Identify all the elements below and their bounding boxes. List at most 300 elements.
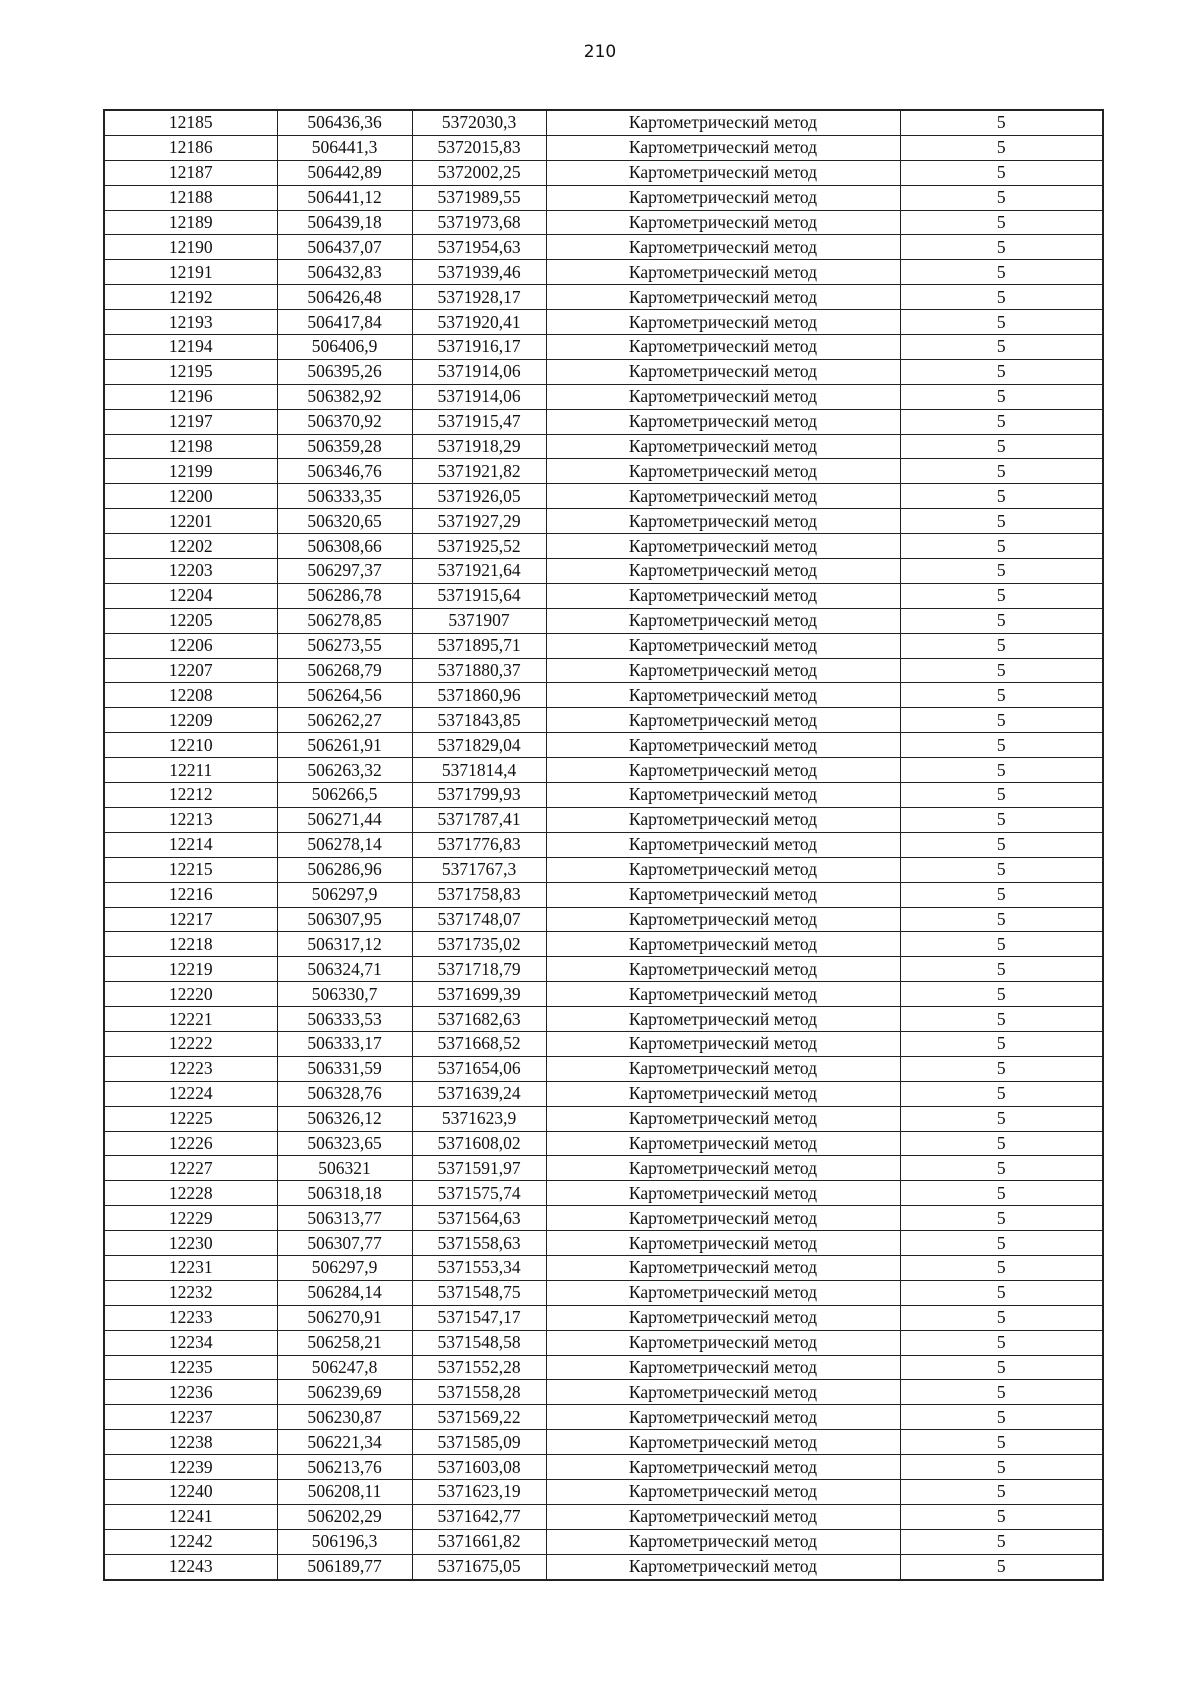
x-coordinate-cell: 506441,3 — [277, 135, 412, 160]
table-row — [104, 1405, 1103, 1430]
x-coordinate-cell: 506313,77 — [277, 1206, 412, 1231]
accuracy-cell: 5 — [900, 459, 1103, 484]
x-coordinate-cell: 506437,07 — [277, 235, 412, 260]
y-coordinate-cell: 5371954,63 — [412, 235, 546, 260]
x-coordinate-cell: 506395,26 — [277, 359, 412, 384]
y-coordinate-cell: 5371928,17 — [412, 285, 546, 310]
accuracy-cell: 5 — [900, 310, 1103, 335]
accuracy-cell: 5 — [900, 857, 1103, 882]
x-coordinate-cell: 506273,55 — [277, 633, 412, 658]
accuracy-cell: 5 — [900, 1231, 1103, 1256]
point-number-cell: 12239 — [104, 1455, 277, 1480]
method-cell: Картометрический метод — [546, 683, 900, 708]
accuracy-cell: 5 — [900, 235, 1103, 260]
y-coordinate-cell: 5371776,83 — [412, 832, 546, 857]
y-coordinate-cell: 5371575,74 — [412, 1181, 546, 1206]
y-coordinate-cell: 5372015,83 — [412, 135, 546, 160]
x-coordinate-cell: 506213,76 — [277, 1455, 412, 1480]
point-number-cell: 12196 — [104, 384, 277, 409]
accuracy-cell: 5 — [900, 683, 1103, 708]
table-row — [104, 1131, 1103, 1156]
page-number: 210 — [583, 42, 617, 62]
method-cell: Картометрический метод — [546, 1181, 900, 1206]
table-row — [104, 1231, 1103, 1256]
table-row — [104, 882, 1103, 907]
table-row — [104, 260, 1103, 285]
y-coordinate-cell: 5371799,93 — [412, 783, 546, 808]
x-coordinate-cell: 506307,95 — [277, 907, 412, 932]
x-coordinate-cell: 506317,12 — [277, 932, 412, 957]
table-row — [104, 1156, 1103, 1181]
x-coordinate-cell: 506406,9 — [277, 335, 412, 360]
point-number-cell: 12221 — [104, 1007, 277, 1032]
y-coordinate-cell: 5371880,37 — [412, 658, 546, 683]
point-number-cell: 12200 — [104, 484, 277, 509]
x-coordinate-cell: 506189,77 — [277, 1554, 412, 1579]
x-coordinate-cell: 506331,59 — [277, 1056, 412, 1081]
x-coordinate-cell: 506278,85 — [277, 608, 412, 633]
method-cell: Картометрический метод — [546, 484, 900, 509]
point-number-cell: 12198 — [104, 434, 277, 459]
point-number-cell: 12199 — [104, 459, 277, 484]
y-coordinate-cell: 5371558,28 — [412, 1380, 546, 1405]
point-number-cell: 12193 — [104, 310, 277, 335]
y-coordinate-cell: 5371682,63 — [412, 1007, 546, 1032]
table-row — [104, 807, 1103, 832]
y-coordinate-cell: 5371758,83 — [412, 882, 546, 907]
x-coordinate-cell: 506297,9 — [277, 882, 412, 907]
method-cell: Картометрический метод — [546, 1554, 900, 1579]
table-row — [104, 1031, 1103, 1056]
method-cell: Картометрический метод — [546, 982, 900, 1007]
x-coordinate-cell: 506328,76 — [277, 1081, 412, 1106]
y-coordinate-cell: 5371661,82 — [412, 1529, 546, 1554]
table-row — [104, 1206, 1103, 1231]
point-number-cell: 12197 — [104, 409, 277, 434]
method-cell: Картометрический метод — [546, 1231, 900, 1256]
x-coordinate-cell: 506441,12 — [277, 185, 412, 210]
x-coordinate-cell: 506271,44 — [277, 807, 412, 832]
x-coordinate-cell: 506320,65 — [277, 509, 412, 534]
accuracy-cell: 5 — [900, 1330, 1103, 1355]
method-cell: Картометрический метод — [546, 1081, 900, 1106]
y-coordinate-cell: 5371895,71 — [412, 633, 546, 658]
accuracy-cell: 5 — [900, 509, 1103, 534]
table-row — [104, 1330, 1103, 1355]
method-cell: Картометрический метод — [546, 1031, 900, 1056]
table-row — [104, 409, 1103, 434]
x-coordinate-cell: 506333,53 — [277, 1007, 412, 1032]
point-number-cell: 12237 — [104, 1405, 277, 1430]
accuracy-cell: 5 — [900, 1031, 1103, 1056]
accuracy-cell: 5 — [900, 1206, 1103, 1231]
method-cell: Картометрический метод — [546, 185, 900, 210]
accuracy-cell: 5 — [900, 907, 1103, 932]
table-row — [104, 384, 1103, 409]
accuracy-cell: 5 — [900, 384, 1103, 409]
method-cell: Картометрический метод — [546, 459, 900, 484]
y-coordinate-cell: 5371558,63 — [412, 1231, 546, 1256]
accuracy-cell: 5 — [900, 135, 1103, 160]
x-coordinate-cell: 506330,7 — [277, 982, 412, 1007]
table-row — [104, 310, 1103, 335]
table-row — [104, 1529, 1103, 1554]
point-number-cell: 12215 — [104, 857, 277, 882]
table-row — [104, 1504, 1103, 1529]
table-row — [104, 1007, 1103, 1032]
accuracy-cell: 5 — [900, 1081, 1103, 1106]
point-number-cell: 12227 — [104, 1156, 277, 1181]
method-cell: Картометрический метод — [546, 708, 900, 733]
table-row — [104, 1479, 1103, 1504]
accuracy-cell: 5 — [900, 434, 1103, 459]
y-coordinate-cell: 5371939,46 — [412, 260, 546, 285]
method-cell: Картометрический метод — [546, 1305, 900, 1330]
method-cell: Картометрический метод — [546, 1056, 900, 1081]
table-row — [104, 982, 1103, 1007]
accuracy-cell: 5 — [900, 1554, 1103, 1579]
method-cell: Картометрический метод — [546, 359, 900, 384]
x-coordinate-cell: 506370,92 — [277, 409, 412, 434]
point-number-cell: 12187 — [104, 160, 277, 185]
table-row — [104, 1380, 1103, 1405]
point-number-cell: 12231 — [104, 1255, 277, 1280]
point-number-cell: 12209 — [104, 708, 277, 733]
x-coordinate-cell: 506436,36 — [277, 110, 412, 135]
table-row — [104, 1081, 1103, 1106]
point-number-cell: 12240 — [104, 1479, 277, 1504]
x-coordinate-cell: 506326,12 — [277, 1106, 412, 1131]
x-coordinate-cell: 506417,84 — [277, 310, 412, 335]
method-cell: Картометрический метод — [546, 260, 900, 285]
accuracy-cell: 5 — [900, 1529, 1103, 1554]
method-cell: Картометрический метод — [546, 210, 900, 235]
x-coordinate-cell: 506297,37 — [277, 559, 412, 584]
table-row — [104, 1280, 1103, 1305]
point-number-cell: 12216 — [104, 882, 277, 907]
table-row — [104, 608, 1103, 633]
point-number-cell: 12185 — [104, 110, 277, 135]
table-row — [104, 559, 1103, 584]
y-coordinate-cell: 5371814,4 — [412, 758, 546, 783]
point-number-cell: 12238 — [104, 1430, 277, 1455]
x-coordinate-cell: 506323,65 — [277, 1131, 412, 1156]
accuracy-cell: 5 — [900, 633, 1103, 658]
y-coordinate-cell: 5371921,82 — [412, 459, 546, 484]
x-coordinate-cell: 506258,21 — [277, 1330, 412, 1355]
accuracy-cell: 5 — [900, 160, 1103, 185]
x-coordinate-cell: 506297,9 — [277, 1255, 412, 1280]
table-row — [104, 683, 1103, 708]
point-number-cell: 12235 — [104, 1355, 277, 1380]
method-cell: Картометрический метод — [546, 882, 900, 907]
table-row — [104, 583, 1103, 608]
point-number-cell: 12226 — [104, 1131, 277, 1156]
y-coordinate-cell: 5371548,75 — [412, 1280, 546, 1305]
x-coordinate-cell: 506278,14 — [277, 832, 412, 857]
accuracy-cell: 5 — [900, 335, 1103, 360]
method-cell: Картометрический метод — [546, 807, 900, 832]
accuracy-cell: 5 — [900, 110, 1103, 135]
accuracy-cell: 5 — [900, 185, 1103, 210]
table-row — [104, 210, 1103, 235]
table-row — [104, 1355, 1103, 1380]
method-cell: Картометрический метод — [546, 758, 900, 783]
table-row — [104, 1455, 1103, 1480]
y-coordinate-cell: 5371547,17 — [412, 1305, 546, 1330]
table-row — [104, 534, 1103, 559]
y-coordinate-cell: 5371623,9 — [412, 1106, 546, 1131]
y-coordinate-cell: 5371748,07 — [412, 907, 546, 932]
table-row — [104, 1554, 1103, 1579]
table-row — [104, 135, 1103, 160]
point-number-cell: 12214 — [104, 832, 277, 857]
method-cell: Картометрический метод — [546, 534, 900, 559]
y-coordinate-cell: 5371787,41 — [412, 807, 546, 832]
method-cell: Картометрический метод — [546, 509, 900, 534]
y-coordinate-cell: 5371925,52 — [412, 534, 546, 559]
point-number-cell: 12203 — [104, 559, 277, 584]
x-coordinate-cell: 506307,77 — [277, 1231, 412, 1256]
table-row — [104, 1305, 1103, 1330]
x-coordinate-cell: 506333,35 — [277, 484, 412, 509]
method-cell: Картометрический метод — [546, 1131, 900, 1156]
y-coordinate-cell: 5371699,39 — [412, 982, 546, 1007]
y-coordinate-cell: 5371916,17 — [412, 335, 546, 360]
point-number-cell: 12217 — [104, 907, 277, 932]
y-coordinate-cell: 5371973,68 — [412, 210, 546, 235]
method-cell: Картометрический метод — [546, 1330, 900, 1355]
method-cell: Картометрический метод — [546, 783, 900, 808]
point-number-cell: 12195 — [104, 359, 277, 384]
point-number-cell: 12205 — [104, 608, 277, 633]
y-coordinate-cell: 5371718,79 — [412, 957, 546, 982]
accuracy-cell: 5 — [900, 957, 1103, 982]
y-coordinate-cell: 5371654,06 — [412, 1056, 546, 1081]
y-coordinate-cell: 5372030,3 — [412, 110, 546, 135]
accuracy-cell: 5 — [900, 1156, 1103, 1181]
table-row — [104, 733, 1103, 758]
x-coordinate-cell: 506321 — [277, 1156, 412, 1181]
method-cell: Картометрический метод — [546, 733, 900, 758]
method-cell: Картометрический метод — [546, 1355, 900, 1380]
method-cell: Картометрический метод — [546, 1255, 900, 1280]
table-row — [104, 1430, 1103, 1455]
y-coordinate-cell: 5371569,22 — [412, 1405, 546, 1430]
y-coordinate-cell: 5371927,29 — [412, 509, 546, 534]
accuracy-cell: 5 — [900, 285, 1103, 310]
table-row — [104, 484, 1103, 509]
point-number-cell: 12191 — [104, 260, 277, 285]
y-coordinate-cell: 5371642,77 — [412, 1504, 546, 1529]
table-row — [104, 1056, 1103, 1081]
table-row — [104, 957, 1103, 982]
y-coordinate-cell: 5371608,02 — [412, 1131, 546, 1156]
y-coordinate-cell: 5371915,47 — [412, 409, 546, 434]
method-cell: Картометрический метод — [546, 434, 900, 459]
table-row — [104, 708, 1103, 733]
y-coordinate-cell: 5371829,04 — [412, 733, 546, 758]
x-coordinate-cell: 506208,11 — [277, 1479, 412, 1504]
x-coordinate-cell: 506264,56 — [277, 683, 412, 708]
method-cell: Картометрический метод — [546, 1479, 900, 1504]
point-number-cell: 12232 — [104, 1280, 277, 1305]
point-number-cell: 12222 — [104, 1031, 277, 1056]
y-coordinate-cell: 5371735,02 — [412, 932, 546, 957]
method-cell: Картометрический метод — [546, 1529, 900, 1554]
method-cell: Картометрический метод — [546, 907, 900, 932]
point-number-cell: 12229 — [104, 1206, 277, 1231]
method-cell: Картометрический метод — [546, 409, 900, 434]
x-coordinate-cell: 506202,29 — [277, 1504, 412, 1529]
accuracy-cell: 5 — [900, 1106, 1103, 1131]
method-cell: Картометрический метод — [546, 235, 900, 260]
x-coordinate-cell: 506247,8 — [277, 1355, 412, 1380]
y-coordinate-cell: 5371564,63 — [412, 1206, 546, 1231]
accuracy-cell: 5 — [900, 708, 1103, 733]
table-row — [104, 783, 1103, 808]
point-number-cell: 12213 — [104, 807, 277, 832]
accuracy-cell: 5 — [900, 534, 1103, 559]
y-coordinate-cell: 5372002,25 — [412, 160, 546, 185]
method-cell: Картометрический метод — [546, 1380, 900, 1405]
method-cell: Картометрический метод — [546, 633, 900, 658]
y-coordinate-cell: 5371989,55 — [412, 185, 546, 210]
x-coordinate-cell: 506270,91 — [277, 1305, 412, 1330]
table-row — [104, 832, 1103, 857]
x-coordinate-cell: 506268,79 — [277, 658, 412, 683]
y-coordinate-cell: 5371907 — [412, 608, 546, 633]
x-coordinate-cell: 506318,18 — [277, 1181, 412, 1206]
method-cell: Картометрический метод — [546, 1106, 900, 1131]
table-row — [104, 459, 1103, 484]
point-number-cell: 12186 — [104, 135, 277, 160]
accuracy-cell: 5 — [900, 484, 1103, 509]
table-row — [104, 185, 1103, 210]
table-row — [104, 110, 1103, 135]
accuracy-cell: 5 — [900, 409, 1103, 434]
x-coordinate-cell: 506432,83 — [277, 260, 412, 285]
method-cell: Картометрический метод — [546, 1206, 900, 1231]
table-row — [104, 509, 1103, 534]
point-number-cell: 12225 — [104, 1106, 277, 1131]
point-number-cell: 12204 — [104, 583, 277, 608]
x-coordinate-cell: 506239,69 — [277, 1380, 412, 1405]
x-coordinate-cell: 506230,87 — [277, 1405, 412, 1430]
point-number-cell: 12228 — [104, 1181, 277, 1206]
x-coordinate-cell: 506284,14 — [277, 1280, 412, 1305]
table-row — [104, 633, 1103, 658]
point-number-cell: 12242 — [104, 1529, 277, 1554]
table-row — [104, 285, 1103, 310]
method-cell: Картометрический метод — [546, 608, 900, 633]
table-row — [104, 857, 1103, 882]
y-coordinate-cell: 5371623,19 — [412, 1479, 546, 1504]
table-row — [104, 1181, 1103, 1206]
point-number-cell: 12218 — [104, 932, 277, 957]
accuracy-cell: 5 — [900, 658, 1103, 683]
point-number-cell: 12233 — [104, 1305, 277, 1330]
accuracy-cell: 5 — [900, 807, 1103, 832]
accuracy-cell: 5 — [900, 583, 1103, 608]
table-row — [104, 359, 1103, 384]
x-coordinate-cell: 506286,78 — [277, 583, 412, 608]
point-number-cell: 12192 — [104, 285, 277, 310]
table-row — [104, 758, 1103, 783]
method-cell: Картометрический метод — [546, 583, 900, 608]
point-number-cell: 12223 — [104, 1056, 277, 1081]
point-number-cell: 12190 — [104, 235, 277, 260]
accuracy-cell: 5 — [900, 210, 1103, 235]
accuracy-cell: 5 — [900, 982, 1103, 1007]
point-number-cell: 12194 — [104, 335, 277, 360]
point-number-cell: 12188 — [104, 185, 277, 210]
point-number-cell: 12234 — [104, 1330, 277, 1355]
method-cell: Картометрический метод — [546, 285, 900, 310]
accuracy-cell: 5 — [900, 1355, 1103, 1380]
table-row — [104, 1106, 1103, 1131]
method-cell: Картометрический метод — [546, 957, 900, 982]
y-coordinate-cell: 5371921,64 — [412, 559, 546, 584]
x-coordinate-cell: 506286,96 — [277, 857, 412, 882]
x-coordinate-cell: 506262,27 — [277, 708, 412, 733]
point-number-cell: 12212 — [104, 783, 277, 808]
point-number-cell: 12202 — [104, 534, 277, 559]
table-row — [104, 160, 1103, 185]
accuracy-cell: 5 — [900, 1479, 1103, 1504]
y-coordinate-cell: 5371552,28 — [412, 1355, 546, 1380]
accuracy-cell: 5 — [900, 733, 1103, 758]
accuracy-cell: 5 — [900, 359, 1103, 384]
point-number-cell: 12230 — [104, 1231, 277, 1256]
x-coordinate-cell: 506308,66 — [277, 534, 412, 559]
y-coordinate-cell: 5371585,09 — [412, 1430, 546, 1455]
table-row — [104, 1255, 1103, 1280]
point-number-cell: 12236 — [104, 1380, 277, 1405]
method-cell: Картометрический метод — [546, 1405, 900, 1430]
accuracy-cell: 5 — [900, 1255, 1103, 1280]
x-coordinate-cell: 506439,18 — [277, 210, 412, 235]
x-coordinate-cell: 506266,5 — [277, 783, 412, 808]
method-cell: Картометрический метод — [546, 135, 900, 160]
x-coordinate-cell: 506263,32 — [277, 758, 412, 783]
method-cell: Картометрический метод — [546, 832, 900, 857]
coordinates-table — [103, 109, 1104, 1581]
y-coordinate-cell: 5371918,29 — [412, 434, 546, 459]
method-cell: Картометрический метод — [546, 110, 900, 135]
x-coordinate-cell: 506221,34 — [277, 1430, 412, 1455]
x-coordinate-cell: 506382,92 — [277, 384, 412, 409]
y-coordinate-cell: 5371915,64 — [412, 583, 546, 608]
y-coordinate-cell: 5371914,06 — [412, 359, 546, 384]
table-row — [104, 658, 1103, 683]
method-cell: Картометрический метод — [546, 857, 900, 882]
point-number-cell: 12241 — [104, 1504, 277, 1529]
method-cell: Картометрический метод — [546, 932, 900, 957]
accuracy-cell: 5 — [900, 1181, 1103, 1206]
accuracy-cell: 5 — [900, 932, 1103, 957]
table-row — [104, 907, 1103, 932]
y-coordinate-cell: 5371675,05 — [412, 1554, 546, 1579]
accuracy-cell: 5 — [900, 1131, 1103, 1156]
point-number-cell: 12208 — [104, 683, 277, 708]
point-number-cell: 12219 — [104, 957, 277, 982]
x-coordinate-cell: 506196,3 — [277, 1529, 412, 1554]
method-cell: Картометрический метод — [546, 1504, 900, 1529]
method-cell: Картометрический метод — [546, 1156, 900, 1181]
table-row — [104, 235, 1103, 260]
accuracy-cell: 5 — [900, 783, 1103, 808]
